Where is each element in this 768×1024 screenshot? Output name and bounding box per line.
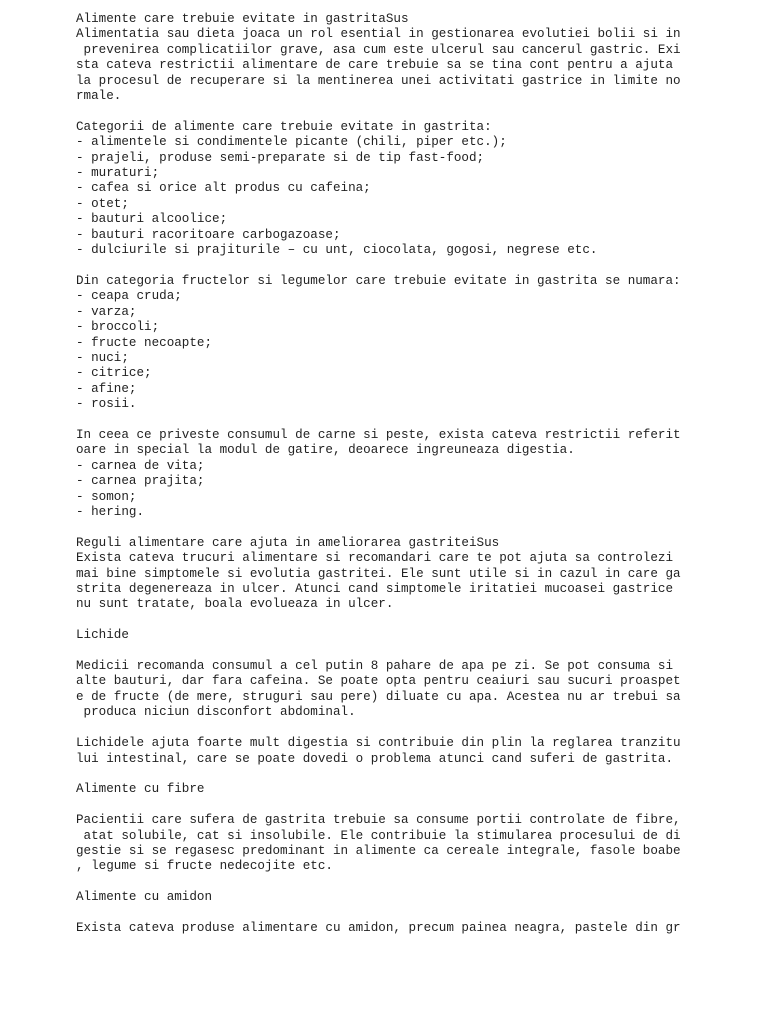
document-line <box>76 644 756 659</box>
document-line: rmale. <box>76 89 122 104</box>
document-line: - prajeli, produse semi-preparate si de tip fast-food; <box>76 150 485 165</box>
document-line: Alimente cu amidon <box>76 890 213 905</box>
document-line: Categorii de alimente care trebuie evitate in gastrita: <box>76 119 492 134</box>
document-line <box>76 875 756 890</box>
document-page <box>76 12 756 936</box>
document-line: atat solubile, cat si insolubile. Ele contribuie la stimularea procesului de di <box>76 828 681 843</box>
document-line: Lichide <box>76 628 129 643</box>
document-line: Din categoria fructelor si legumelor care trebuie evitate in gastrita se numara: <box>76 273 681 288</box>
document-line: - dulciurile si prajiturile – cu unt, ciocolata, gogosi, negrese etc. <box>76 243 598 258</box>
document-line: Exista cateva produse alimentare cu amidon, precum painea neagra, pastele din gr <box>76 920 681 935</box>
document-line: - muraturi; <box>76 166 160 181</box>
document-line: - cafea si orice alt produs cu cafeina; <box>76 181 371 196</box>
document-line: - broccoli; <box>76 320 160 335</box>
document-line: , legume si fructe nedecojite etc. <box>76 859 333 874</box>
document-line: oare in special la modul de gatire, deoarece ingreuneaza digestia. <box>76 443 575 458</box>
document-line: alte bauturi, dar fara cafeina. Se poate opta pentru ceaiuri sau sucuri proaspet <box>76 674 681 689</box>
document-line: - citrice; <box>76 366 152 381</box>
document-line: Alimente cu fibre <box>76 782 205 797</box>
document-line: sta cateva restrictii alimentare de care trebuie sa se tina cont pentru a ajuta <box>76 58 674 73</box>
document-line: - nuci; <box>76 350 129 365</box>
document-line: la procesul de recuperare si la mentinerea unei activitati gastrice in limite no <box>76 73 681 88</box>
document-line: - carnea de vita; <box>76 458 205 473</box>
document-line: - fructe necoapte; <box>76 335 213 350</box>
document-line <box>76 520 756 535</box>
document-line <box>76 259 756 274</box>
document-body <box>76 12 756 936</box>
document-line: Pacientii care sufera de gastrita trebuie sa consume portii controlate de fibre, <box>76 813 681 828</box>
document-line <box>76 906 756 921</box>
document-line: - varza; <box>76 304 137 319</box>
document-line: e de fructe (de mere, struguri sau pere) diluate cu apa. Acestea nu ar trebui sa <box>76 689 681 704</box>
document-line: - somon; <box>76 489 137 504</box>
document-line: - rosii. <box>76 397 137 412</box>
document-line <box>76 104 756 119</box>
document-line: mai bine simptomele si evolutia gastritei. Ele sunt utile si in cazul in care ga <box>76 566 681 581</box>
document-line: - alimentele si condimentele picante (chili, piper etc.); <box>76 135 507 150</box>
document-line: - afine; <box>76 381 137 396</box>
document-line: lui intestinal, care se poate dovedi o problema atunci cand suferi de gastrita. <box>76 751 674 766</box>
document-line <box>76 413 756 428</box>
document-line <box>76 767 756 782</box>
document-line: Alimentatia sau dieta joaca un rol esential in gestionarea evolutiei bolii si in <box>76 27 681 42</box>
document-line: - hering. <box>76 505 145 519</box>
document-line: - bauturi alcoolice; <box>76 212 228 227</box>
document-line: nu sunt tratate, boala evolueaza in ulcer. <box>76 597 394 612</box>
document-line: - carnea prajita; <box>76 474 205 489</box>
document-line: Reguli alimentare care ajuta in ameliorarea gastriteiSus <box>76 535 500 550</box>
document-line <box>76 721 756 736</box>
document-line: Alimente care trebuie evitate in gastritaSus <box>76 12 409 26</box>
document-line: gestie si se regasesc predominant in alimente ca cereale integrale, fasole boabe <box>76 843 681 858</box>
document-line: Lichidele ajuta foarte mult digestia si contribuie din plin la reglarea tranzitu <box>76 736 681 751</box>
document-line <box>76 613 756 628</box>
document-line <box>76 798 756 813</box>
document-line: - ceapa cruda; <box>76 289 182 304</box>
document-line: - otet; <box>76 196 129 211</box>
document-line: produca niciun disconfort abdominal. <box>76 705 356 720</box>
document-line: Medicii recomanda consumul a cel putin 8 pahare de apa pe zi. Se pot consuma si <box>76 659 674 674</box>
document-line: Exista cateva trucuri alimentare si recomandari care te pot ajuta sa controlezi <box>76 551 674 566</box>
document-line: prevenirea complicatiilor grave, asa cum este ulcerul sau cancerul gastric. Exi <box>76 42 681 57</box>
document-line: - bauturi racoritoare carbogazoase; <box>76 227 341 242</box>
document-line: In ceea ce priveste consumul de carne si peste, exista cateva restrictii referit <box>76 427 681 442</box>
document-line: strita degenereaza in ulcer. Atunci cand simptomele iritatiei mucoasei gastrice <box>76 582 674 597</box>
